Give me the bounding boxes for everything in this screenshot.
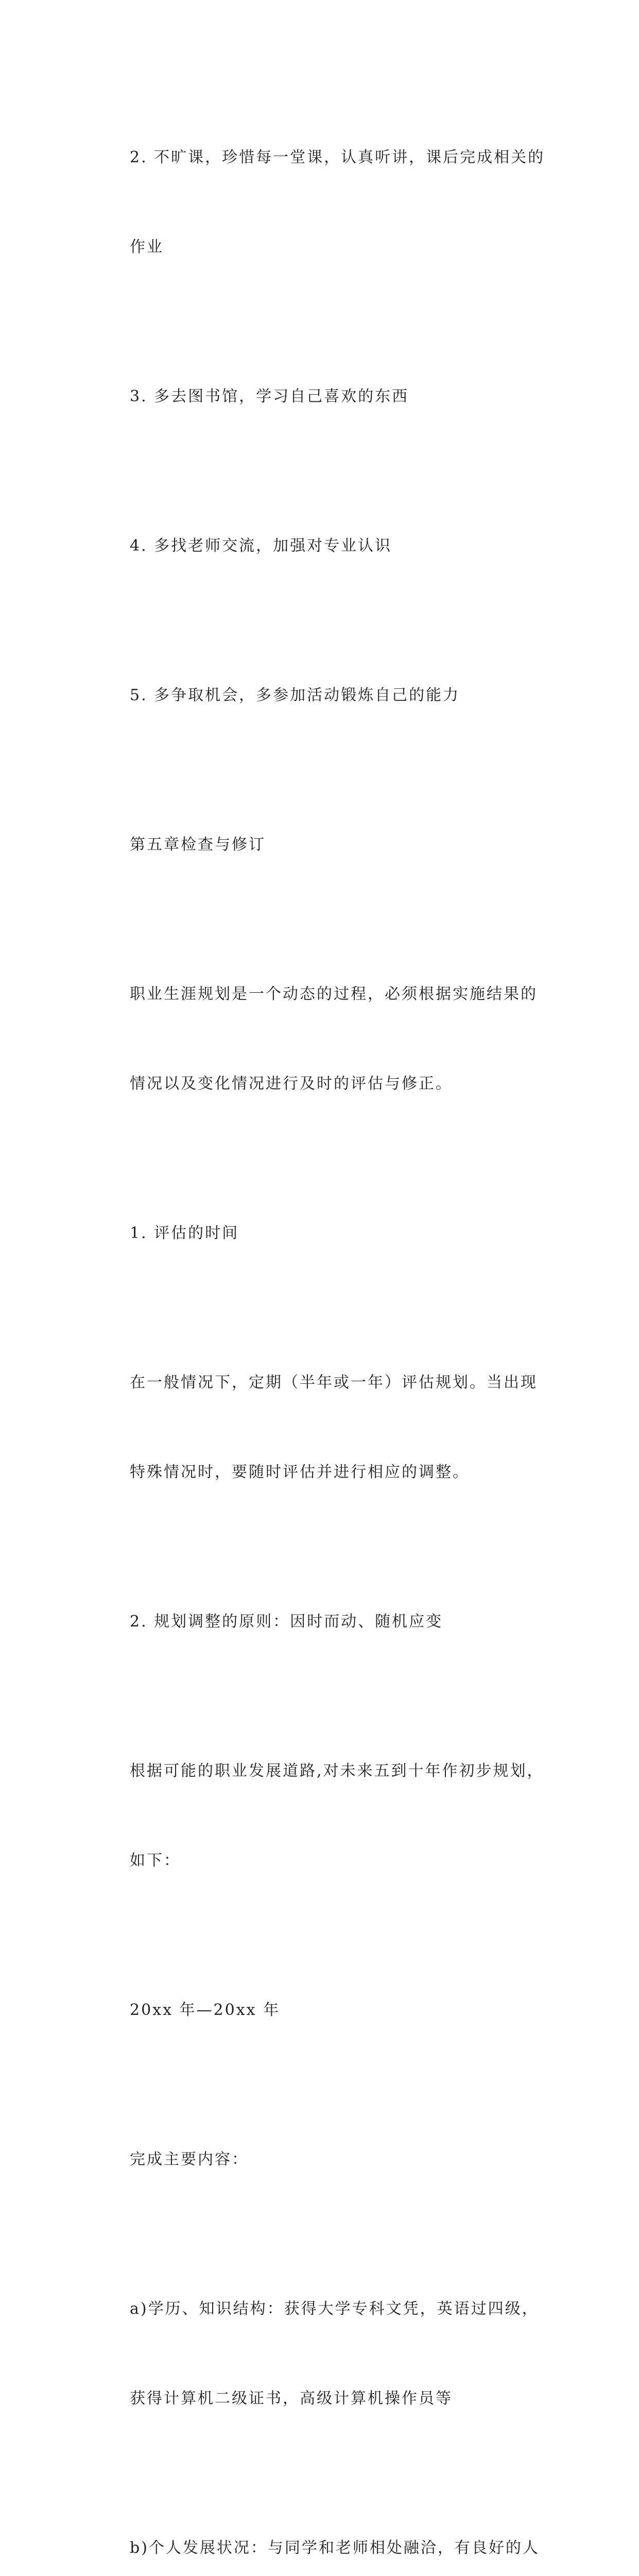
subheading-adjustment-principle	[98, 1547, 546, 1697]
text-line: 情况以及变化情况进行及时的评估与修正。	[130, 1075, 453, 1093]
text-line: 特殊情况时，要随时评估并进行相应的调整。	[130, 1463, 470, 1481]
paragraph-item-5-activities	[98, 621, 546, 770]
text-line: 职业生涯规划是一个动态的过程，必须根据实施结果的	[130, 985, 538, 1003]
text-line: 2. 不旷课，珍惜每一堂课，认真听讲，课后完成相关的	[130, 148, 545, 166]
paragraph-dynamic-process	[98, 920, 546, 1159]
text-line: 5. 多争取机会，多参加活动锻炼自己的能力	[130, 686, 460, 704]
text-line: 4. 多找老师交流，加强对专业认识	[130, 537, 392, 555]
paragraph-item-3-library	[98, 322, 546, 471]
chapter-heading	[98, 770, 546, 920]
text-line: 第五章检查与修订	[130, 836, 266, 854]
paragraph-item-2-homework	[98, 83, 546, 322]
text-line: 如下：	[130, 1852, 181, 1870]
text-line: 在一般情况下，定期（半年或一年）评估规划。当出现	[130, 1374, 538, 1392]
text-line: 2. 规划调整的原则：因时而动、随机应变	[130, 1613, 443, 1631]
paragraph-personal-development	[98, 2473, 546, 2576]
text-line: 完成主要内容：	[130, 2150, 249, 2168]
text-line: 获得计算机二级证书，高级计算机操作员等	[130, 2389, 453, 2408]
text-line: 3. 多去图书馆，学习自己喜欢的东西	[130, 387, 409, 405]
text-line: b)个人发展状况：与同学和老师相处融洽，有良好的人	[130, 2539, 540, 2557]
text-line: 20xx 年—20xx 年	[130, 2001, 281, 2019]
paragraph-item-4-teacher	[98, 471, 546, 621]
main-content-label-1	[98, 2085, 546, 2234]
paragraph-ten-year-plan	[98, 1697, 546, 1936]
subheading-evaluation-time	[98, 1159, 546, 1308]
text-line: a)学历、知识结构：获得大学专科文凭，英语过四级，	[130, 2300, 539, 2318]
document-body	[98, 83, 546, 2576]
text-line: 1. 评估的时间	[130, 1224, 239, 1242]
paragraph-education-1	[98, 2234, 546, 2473]
paragraph-periodic-evaluation	[98, 1308, 546, 1547]
text-line: 作业	[130, 238, 164, 256]
period-heading-1	[98, 1936, 546, 2085]
text-line: 根据可能的职业发展道路,对未来五到十年作初步规划，	[130, 1762, 544, 1780]
